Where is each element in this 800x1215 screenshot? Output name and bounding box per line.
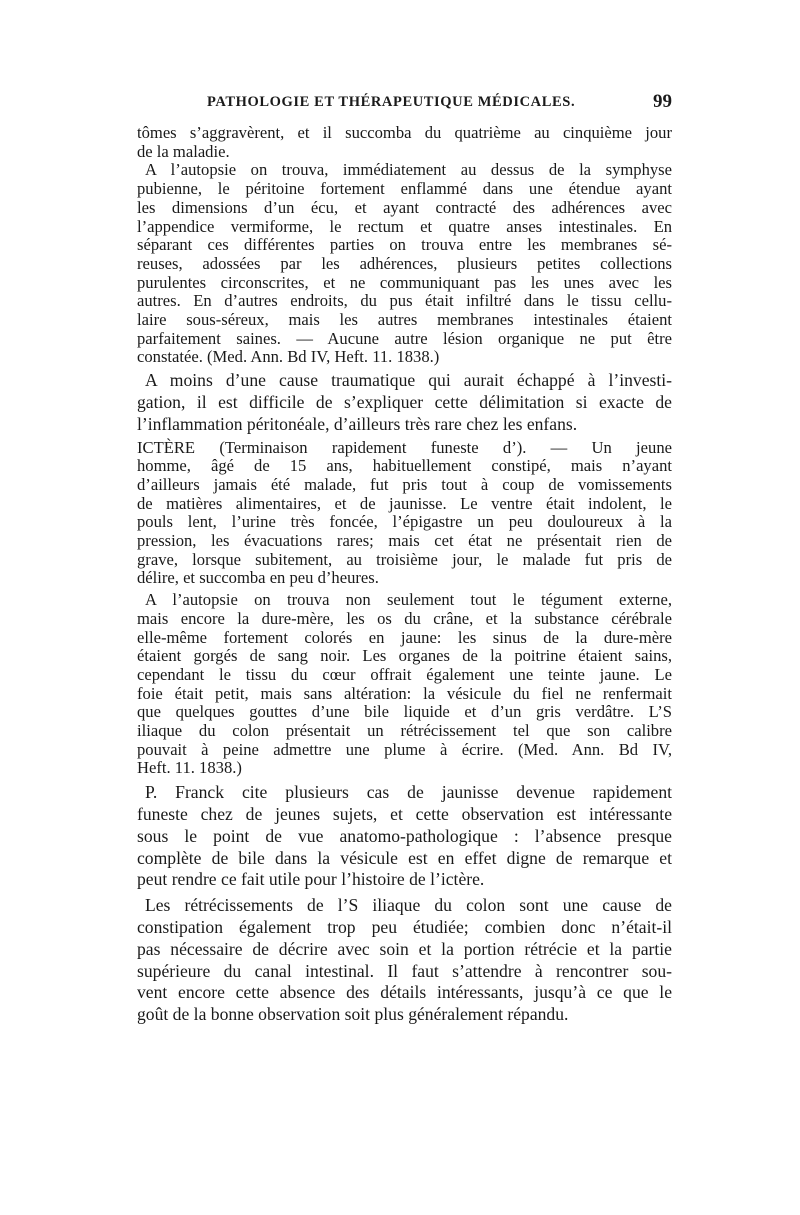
text-line: laire sous-séreux, mais les autres membranes intestinales étaient: [137, 310, 672, 330]
paragraph-autopsy-ictere: [137, 591, 672, 778]
text-line: constipation également trop peu étudiée; combien donc n’était-il: [137, 916, 672, 937]
text-line: de la maladie.: [137, 141, 230, 161]
text-line: P. Franck cite plusieurs cas de jaunisse devenue rapidement: [145, 782, 672, 803]
text-line: séparant ces différentes parties on trouva entre les membranes sé-: [137, 235, 672, 255]
text-line: les dimensions d’un écu, et ayant contracté des adhérences avec: [137, 197, 672, 217]
text-line: A l’autopsie on trouva non seulement tout le tégument externe,: [145, 590, 672, 610]
text-line: que quelques gouttes d’une bile liquide et d’un gris verdâtre. L’S: [137, 702, 672, 722]
text-line: sous le point de vue anatomo-pathologique : l’absence presque: [137, 825, 672, 846]
paragraph-commentary-peritonitis: [137, 370, 672, 435]
text-line: mais encore la dure-mère, les os du crâne, et la substance cérébrale: [137, 608, 672, 628]
text-line: iliaque du colon présentait un rétrécissement tel que son calibre: [137, 721, 672, 741]
text-line: parfaitement saines. — Aucune autre lésion organique ne put être: [137, 328, 672, 348]
text-line: supérieure du canal intestinal. Il faut s’attendre à rencontrer sou-: [137, 960, 672, 981]
text-line: pouvait à peine admettre une plume à écrire. (Med. Ann. Bd IV,: [137, 739, 672, 759]
paragraph-commentary-retrecissements: [137, 895, 672, 1026]
text-line: foie était petit, mais sans altération: la vésicule du fiel ne renfermait: [137, 683, 672, 703]
text-line: d’ailleurs jamais été malade, fut pris tout à coup de vomissements: [137, 474, 672, 494]
text-line: tômes s’aggravèrent, et il succomba du quatrième au cinquième jour: [137, 123, 672, 142]
text-line: vent encore cette absence des détails intéressants, jusqu’à ce que le: [137, 982, 672, 1003]
paragraph-ictere-case: [137, 439, 672, 589]
text-line: pouls lent, l’urine très foncée, l’épigastre un peu douloureux à la: [137, 512, 672, 532]
text-line: A l’autopsie on trouva, immédiatement au dessus de la symphyse: [145, 160, 672, 180]
text-line: pubienne, le péritoine fortement enflammé dans une étendue ayant: [137, 179, 672, 199]
text-line: Les rétrécissements de l’S iliaque du colon sont une cause de: [145, 895, 672, 916]
text-line: elle-même fortement colorés en jaune: les sinus de la dure-mère: [137, 627, 672, 647]
text-line: A moins d’une cause traumatique qui aurait échappé à l’investi-: [145, 370, 672, 391]
text-line: funeste chez de jeunes sujets, et cette observation est intéressante: [137, 803, 672, 824]
running-head-title: PATHOLOGIE ET THÉRAPEUTIQUE MÉDICALES.: [207, 94, 576, 110]
page-number: 99: [653, 91, 672, 112]
text-line: homme, âgé de 15 ans, habituellement constipé, mais n’ayant: [137, 456, 672, 476]
text-line: ICTÈRE (Terminaison rapidement funeste d’). — Un jeune: [137, 437, 672, 457]
text-line: reuses, adossées par les adhérences, plusieurs petites collections: [137, 253, 672, 273]
text-line: grave, lorsque subitement, au troisième jour, le malade fut pris de: [137, 549, 672, 569]
text-line: pression, les évacuations rares; mais cet état ne présentait rien de: [137, 531, 672, 551]
body-text: [137, 124, 672, 1026]
text-line: autres. En d’autres endroits, du pus était infiltré dans le tissu cellu-: [137, 291, 672, 311]
text-line: constatée. (Med. Ann. Bd IV, Heft. 11. 1838.): [137, 347, 440, 367]
text-line: pas nécessaire de décrire avec soin et la portion rétrécie et la partie: [137, 938, 672, 959]
text-line: de matières alimentaires, et de jaunisse. Le ventre était indolent, le: [137, 493, 672, 513]
text-line: l’inflammation péritonéale, d’ailleurs très rare chez les enfans.: [137, 413, 578, 434]
text-line: l’appendice vermiforme, le rectum et quatre anses intestinales. En: [137, 216, 672, 236]
text-line: gation, il est difficile de s’expliquer cette délimitation si exacte de: [137, 391, 672, 412]
text-line: purulentes circonscrites, et ne communiquant pas les unes avec les: [137, 272, 672, 292]
text-line: complète de bile dans la vésicule est en effet digne de remarque et: [137, 847, 672, 868]
text-line: cependant le tissu du cœur offrait également une teinte jaune. Le: [137, 664, 672, 684]
text-line: peut rendre ce fait utile pour l’histoire de l’ictère.: [137, 869, 485, 890]
paragraph-end-of-case: [137, 124, 672, 161]
text-line: étaient gorgés de sang noir. Les organes de la poitrine étaient sains,: [137, 646, 672, 666]
text-line: Heft. 11. 1838.): [137, 758, 242, 778]
text-line: délire, et succomba en peu d’heures.: [137, 568, 379, 588]
text-line: goût de la bonne observation soit plus généralement répandu.: [137, 1004, 569, 1025]
paragraph-autopsy-peritonitis: [137, 161, 672, 367]
running-head: [137, 91, 672, 116]
paragraph-commentary-franck: [137, 782, 672, 891]
